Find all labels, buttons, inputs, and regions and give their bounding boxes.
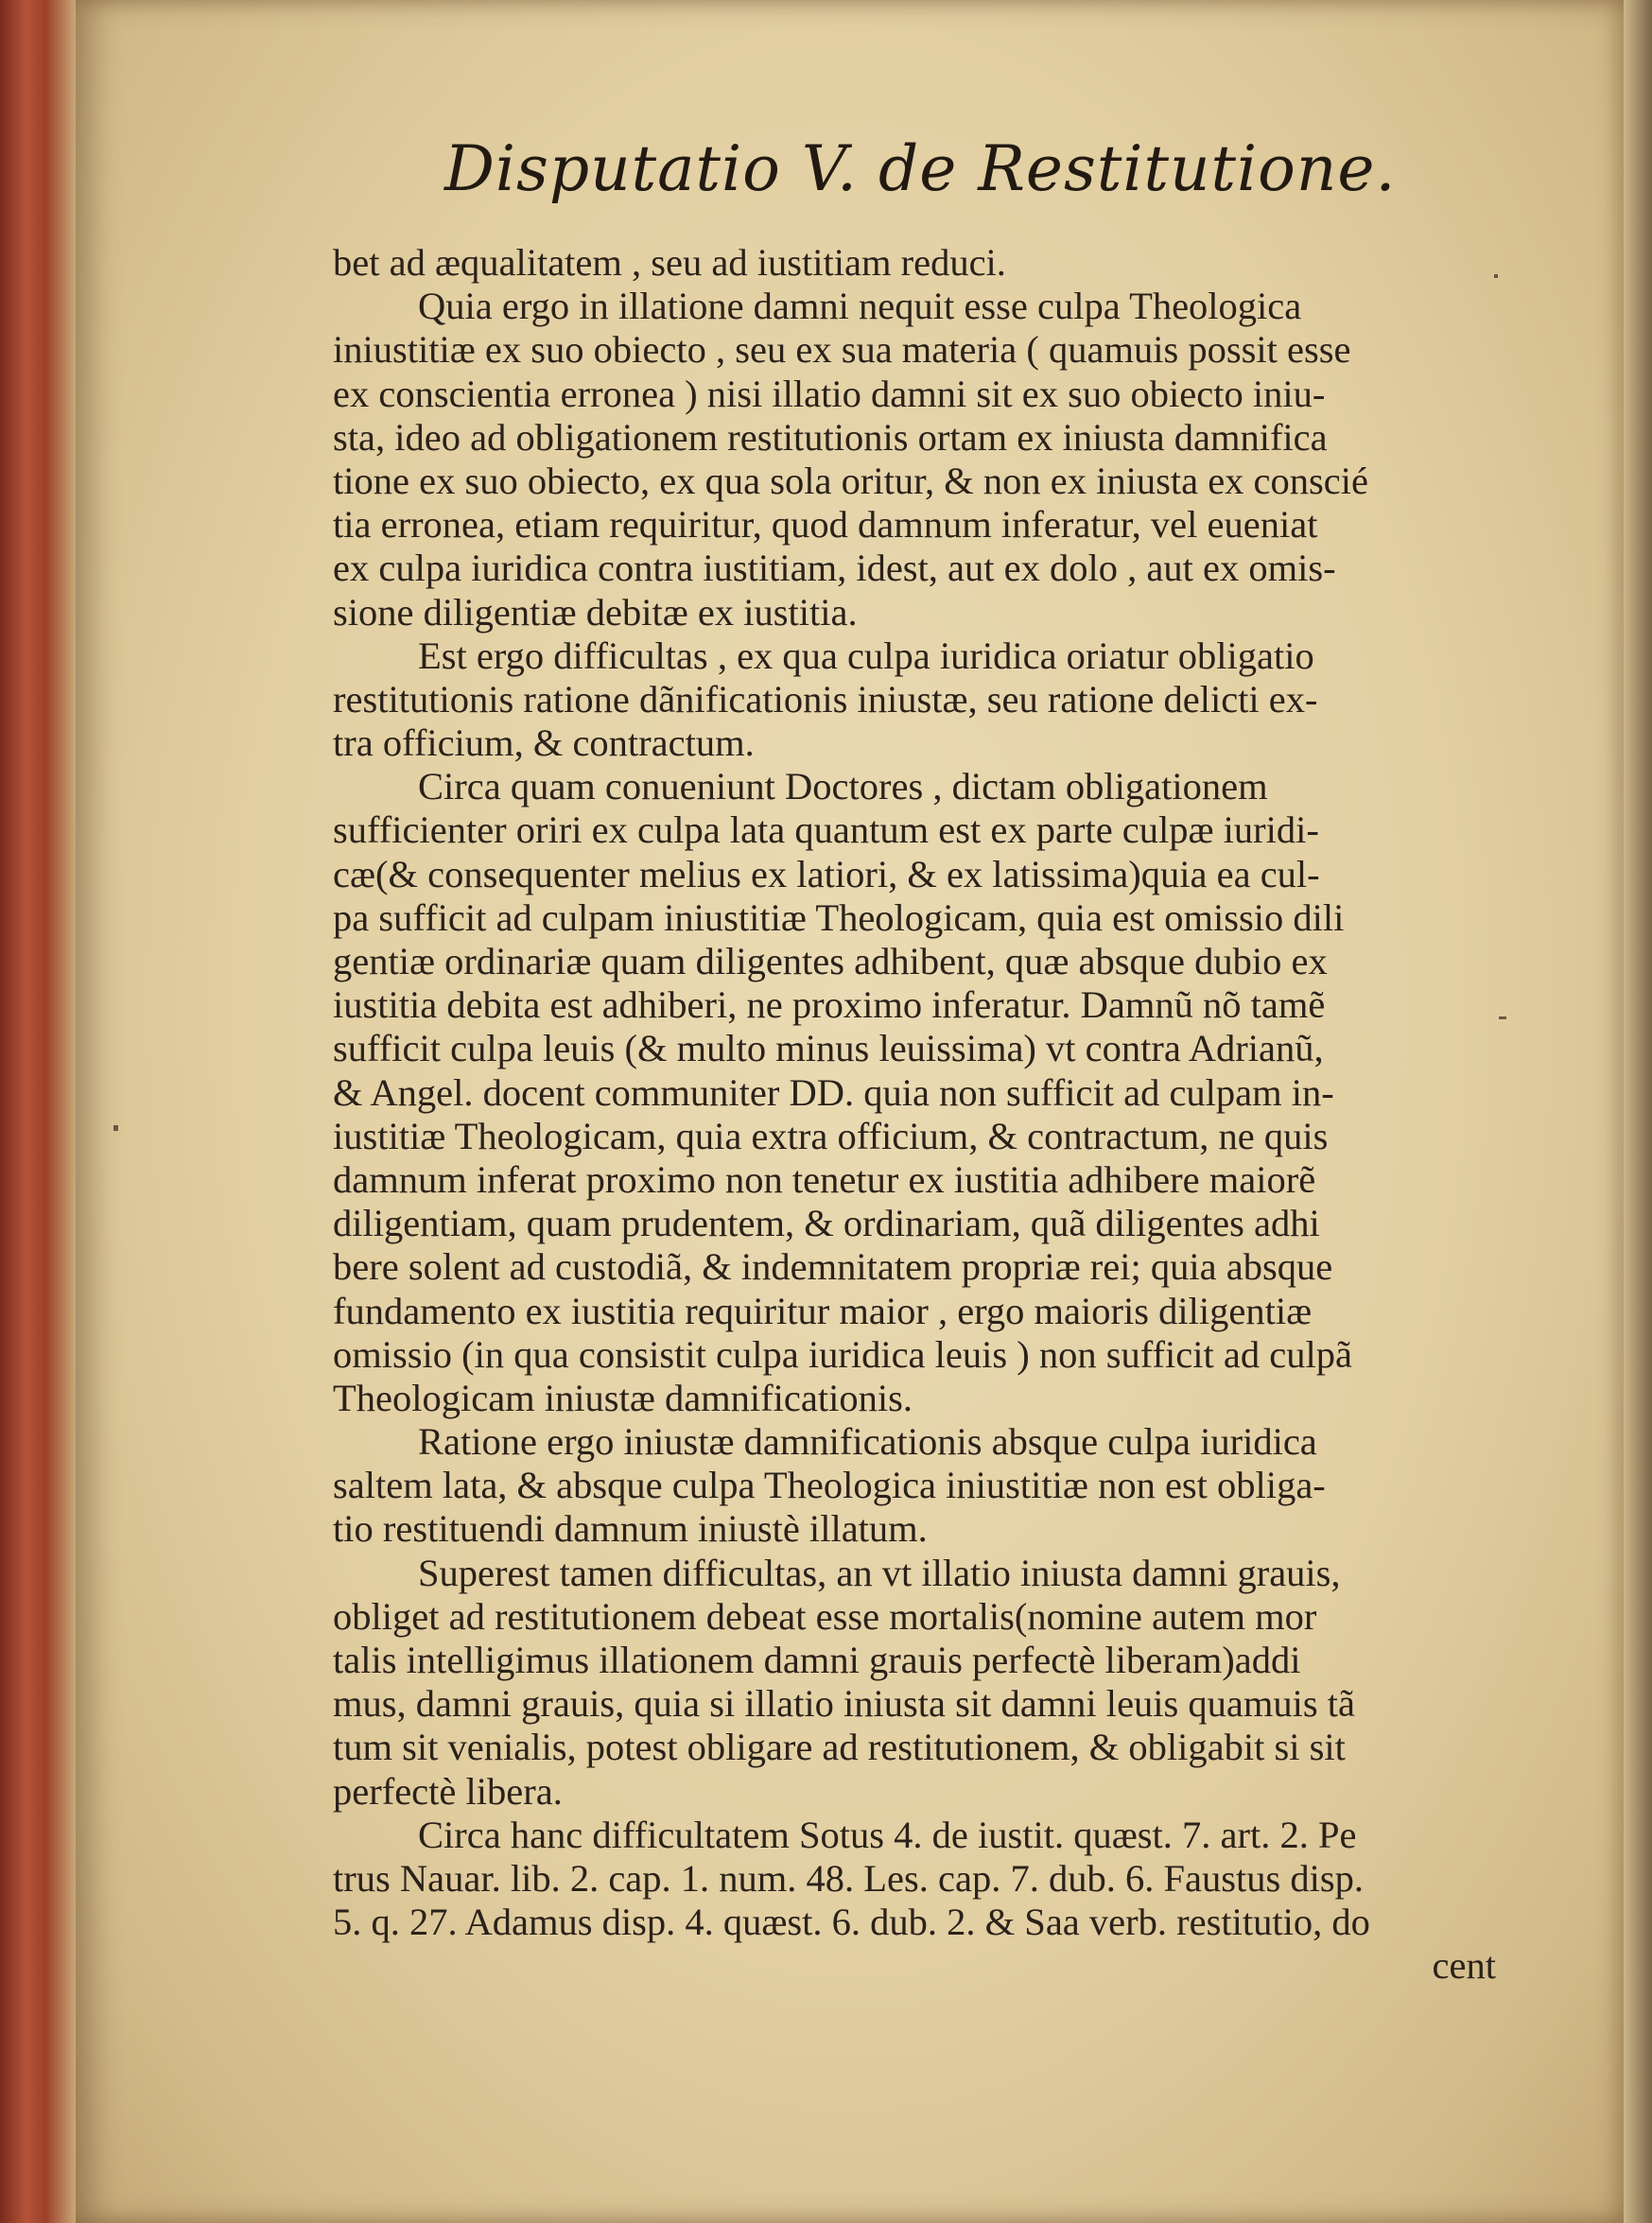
text-line: talis intelligimus illationem damni grauis perfectè liberam)addi xyxy=(333,1639,1301,1681)
text-line: obliget ad restitutionem debeat esse mortalis(nomine autem mor xyxy=(333,1594,1317,1638)
ink-speck xyxy=(1499,1016,1506,1019)
text-line: pa sufficit ad culpam iniustitiæ Theologicam, quia est omissio dili xyxy=(333,895,1345,939)
text-line: sufficit culpa leuis (& multo minus leuissima) vt contra Adrianũ, xyxy=(333,1027,1324,1070)
text-line: tum sit venialis, potest obligare ad restitutionem, & obligabit si sit xyxy=(333,1726,1346,1769)
text-line: Circa quam conueniunt Doctores , dictam obligationem xyxy=(418,765,1268,808)
text-line: gentiæ ordinariæ quam diligentes adhibent, quæ absque dubio ex xyxy=(333,940,1328,982)
text-line: bet ad æqualitatem , seu ad iustitiam reduci. xyxy=(333,241,1006,284)
ink-speck xyxy=(1494,274,1498,278)
text-line: omissio (in qua consistit culpa iuridica leuis ) non sufficit ad culpã xyxy=(333,1332,1352,1376)
text-line: Theologicam iniustæ damnificationis. xyxy=(333,1376,913,1419)
text-line: tra officium, & contractum. xyxy=(333,721,755,765)
text-line: Est ergo difficultas , ex qua culpa iuridica oriatur obligatio xyxy=(418,634,1314,677)
text-line: iustitia debita est adhiberi, ne proximo inferatur. Damnũ nõ tamẽ xyxy=(333,983,1326,1027)
body-text xyxy=(333,241,1515,1989)
text-line: ex culpa iuridica contra iustitiam, idest, aut ex dolo , aut ex omis- xyxy=(333,547,1336,590)
text-line: 5. q. 27. Adamus disp. 4. quæst. 6. dub. 2. & Saa verb. restitutio, do xyxy=(333,1901,1370,1944)
text-line: damnum inferat proximo non tenetur ex iustitia adhibere maiorẽ xyxy=(333,1157,1316,1201)
page-gutter xyxy=(1624,0,1652,2223)
text-line: mus, damni grauis, quia si illatio iniusta sit damni leuis quamuis tã xyxy=(333,1682,1356,1726)
running-head: Disputatio V. de Restitutione. xyxy=(444,132,1397,205)
text-line: diligentiam, quam prudentem, & ordinariam, quã diligentes adhi xyxy=(333,1202,1320,1245)
text-line: fundamento ex iustitia requiritur maior , ergo maioris diligentiæ xyxy=(333,1289,1313,1332)
text-line: tia erronea, etiam requiritur, quod damnum inferatur, vel eueniat xyxy=(333,503,1318,547)
text-line: perfectè libera. xyxy=(333,1769,563,1813)
text-line: Ratione ergo iniustæ damnificationis absque culpa iuridica xyxy=(418,1420,1317,1464)
text-line: restitutionis ratione dãnificationis iniustæ, seu ratione delicti ex- xyxy=(333,677,1318,721)
text-line: bere solent ad custodiã, & indemnitatem propriæ rei; quia absque xyxy=(333,1245,1333,1289)
catchword: cent xyxy=(1432,1944,1496,1988)
text-line: trus Nauar. lib. 2. cap. 1. num. 48. Les. cap. 7. dub. 6. Faustus disp. xyxy=(333,1856,1364,1900)
text-line: & Angel. docent communiter DD. quia non sufficit ad culpam in- xyxy=(333,1070,1334,1114)
text-line: saltem lata, & absque culpa Theologica iniustitiæ non est obliga- xyxy=(333,1464,1326,1507)
text-line: Quia ergo in illatione damni nequit esse culpa Theologica xyxy=(418,285,1302,328)
text-line: tio restituendi damnum iniustè illatum. xyxy=(333,1507,928,1551)
text-line: Circa hanc difficultatem Sotus 4. de iustit. quæst. 7. art. 2. Pe xyxy=(418,1813,1357,1856)
text-line: cæ(& consequenter melius ex latiori, & ex latissima)quia ea cul- xyxy=(333,852,1320,895)
text-line: sione diligentiæ debitæ ex iustitia. xyxy=(333,590,858,634)
ink-speck xyxy=(113,1125,118,1131)
text-line: ex conscientia erronea ) nisi illatio damni sit ex suo obiecto iniu- xyxy=(333,372,1326,415)
text-line: Superest tamen difficultas, an vt illatio iniusta damni grauis, xyxy=(418,1551,1341,1594)
page-edge xyxy=(0,0,76,2223)
text-line: sta, ideo ad obligationem restitutionis ortam ex iniusta damnifica xyxy=(333,415,1328,459)
text-line: iniustitiæ ex suo obiecto , seu ex sua materia ( quamuis possit esse xyxy=(333,328,1351,372)
text-line: tione ex suo obiecto, ex qua sola oritur, & non ex iniusta ex conscié xyxy=(333,459,1368,502)
text-line: iustitiæ Theologicam, quia extra officium, & contractum, ne quis xyxy=(333,1114,1329,1157)
text-line: sufficienter oriri ex culpa lata quantum est ex parte culpæ iuridi- xyxy=(333,808,1319,852)
